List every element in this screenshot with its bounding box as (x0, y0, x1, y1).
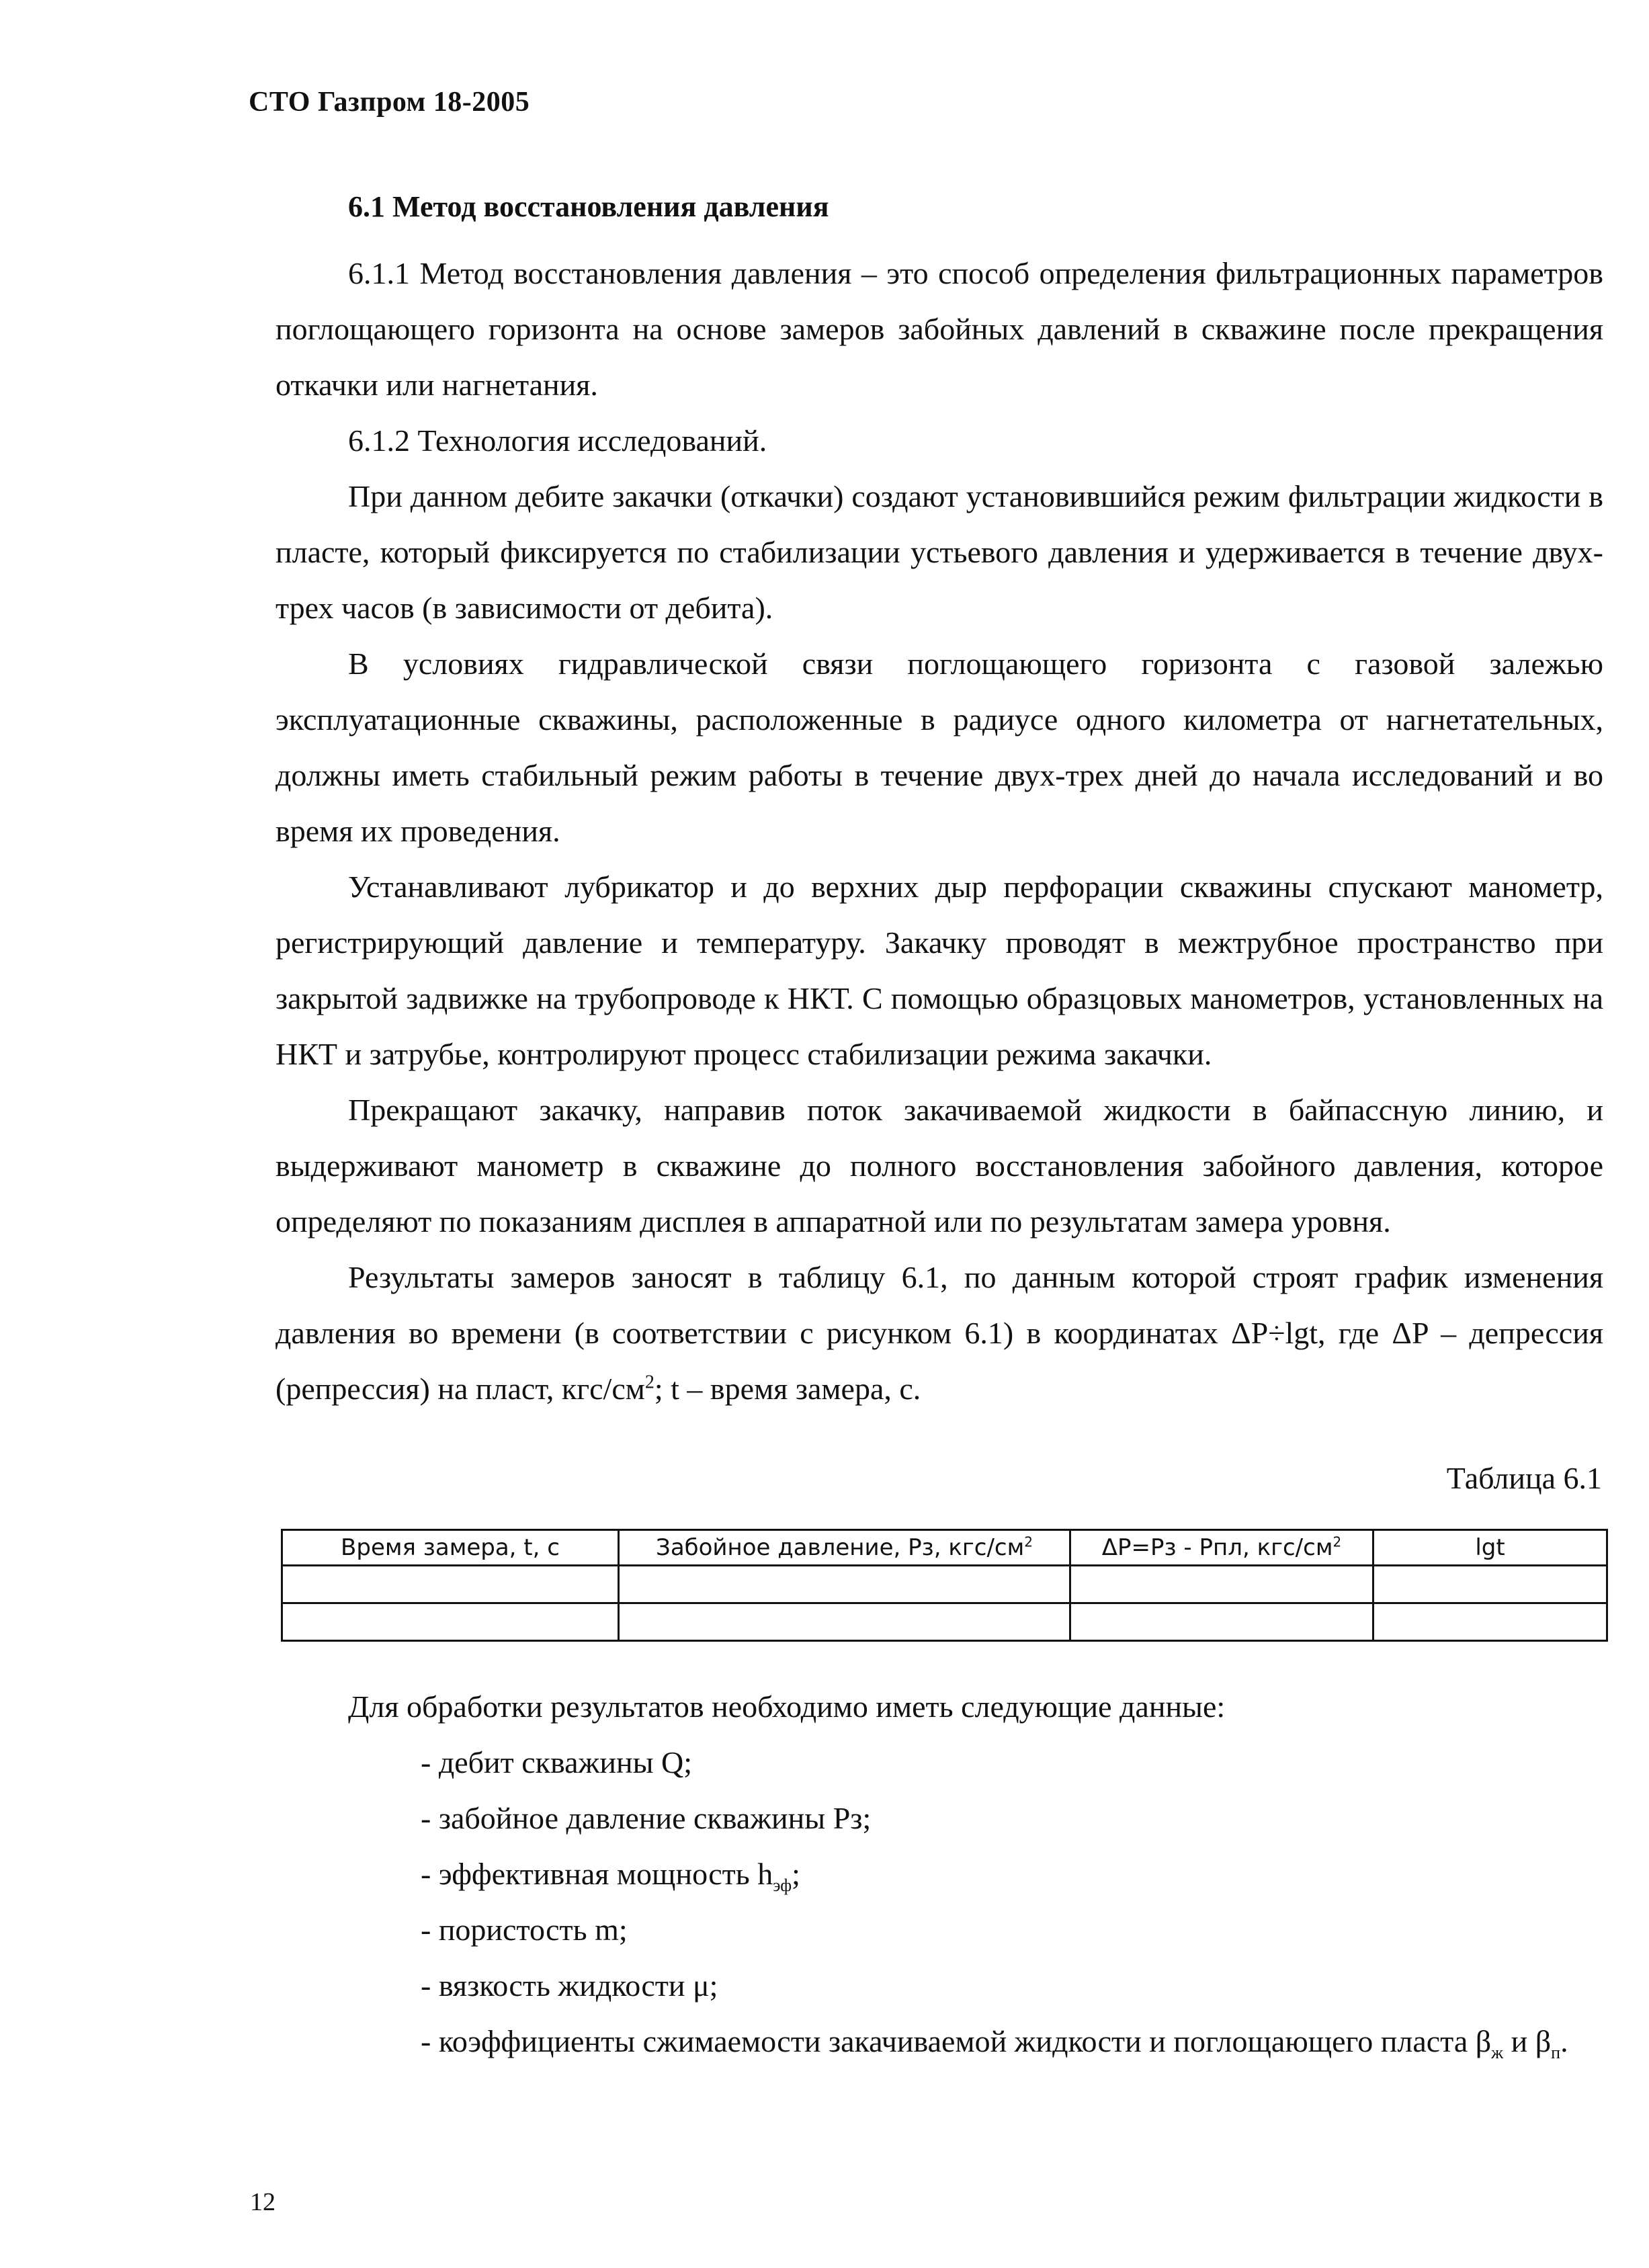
table-cell (282, 1603, 619, 1641)
paragraph-results (276, 1249, 1603, 1417)
table-cell (1373, 1566, 1607, 1603)
header-pressure-difference: ΔР=Рз - Рпл, кгс/$см^2$ (1070, 1530, 1373, 1566)
table-cell (619, 1603, 1070, 1641)
list-item-viscosity: - вязкость жидкости μ; (421, 1968, 718, 2003)
paragraph-6-1-2: 6.1.2 Технология исследований. (348, 423, 767, 458)
table-row (282, 1603, 1607, 1641)
list-item-flow-rate: - дебит скважины Q; (421, 1745, 692, 1779)
paragraph-6-1-1: 6.1.1 Метод восстановления давления – это способ определения фильтрационных параметров поглощающего горизонта на основе замеров забойных давлений в скважине после прекращения откачки или нагнетания. (276, 256, 1603, 402)
list-item-effective-thickness: - эффективная мощность $h_{эф}$; (421, 1857, 800, 1896)
results-sup: 2 (644, 1372, 654, 1393)
page-number: 12 (250, 2188, 276, 2216)
results-text-tail: ; t – время замера, с. (654, 1372, 921, 1406)
table-row (282, 1566, 1607, 1603)
table-caption: Таблица 6.1 (1446, 1461, 1602, 1495)
paragraph-lubricator: Устанавливают лубрикатор и до верхних дыр перфорации скважины спускают манометр, регистрирующий давление и температуру. Закачку проводят в межтрубное пространство при закрытой задвижке на трубопроводе к НКТ. С помощью образцовых манометров, установленных на НКТ и затрубье, контролируют процесс стабилизации режима закачки. (276, 870, 1603, 1071)
results-text: Результаты замеров заносят в таблицу 6.1, по данным которой строят график изменения давления во времени (в соответствии с рисунком 6.1) в координатах ΔP÷lgt, где ΔP – депрессия (репрессия) на пласт, кгс/см (276, 1260, 1603, 1406)
measurements-table (281, 1529, 1608, 1642)
table-header-row (282, 1530, 1607, 1566)
table-cell (619, 1566, 1070, 1603)
header-bottomhole-pressure: Забойное давление, Рз, кгс/$см^2$ (619, 1530, 1070, 1566)
paragraph-stop-injection: Прекращают закачку, направив поток закачиваемой жидкости в байпассную линию, и выдерживают манометр в скважине до полного восстановления забойного давления, которое определяют по показаниям дисплея в аппаратной или по результатам замера уровня. (276, 1093, 1603, 1238)
section-title: 6.1 Метод восстановления давления (348, 190, 829, 223)
main-text (276, 245, 1603, 1417)
table-cell (282, 1566, 619, 1603)
header-lgt: lgt (1373, 1530, 1607, 1566)
table-cell (1070, 1603, 1373, 1641)
document-code-header: СТО Газпром 18-2005 (249, 87, 530, 118)
list-intro: Для обработки результатов необходимо иметь следующие данные: (348, 1689, 1226, 1724)
table-cell (1070, 1566, 1373, 1603)
paragraph-hydraulic-connection: В условиях гидравлической связи поглощающего горизонта с газовой залежью эксплуатационные скважины, расположенные в радиусе одного километра от нагнетательных, должны иметь стабильный режим работы в течение двух-трех дней до начала исследований и во время их проведения. (276, 646, 1603, 848)
header-time: Время замера, t, с (282, 1530, 619, 1566)
list-item-porosity: - пористость m; (421, 1913, 628, 1947)
list-item-compressibility: - коэффициенты сжимаемости закачиваемой жидкости и поглощающего пласта $\beta_ж$ и $\beta_п$. (421, 2024, 1568, 2063)
table-cell (1373, 1603, 1607, 1641)
required-data-list (276, 1679, 1603, 2069)
paragraph-injection-mode: При данном дебите закачки (откачки) создают установившийся режим фильтрации жидкости в пласте, который фиксируется по стабилизации устьевого давления и удерживается в течение двух-трех часов (в зависимости от дебита). (276, 479, 1603, 625)
list-item-bottomhole-pressure: - забойное давление скважины Рз; (421, 1801, 872, 1835)
